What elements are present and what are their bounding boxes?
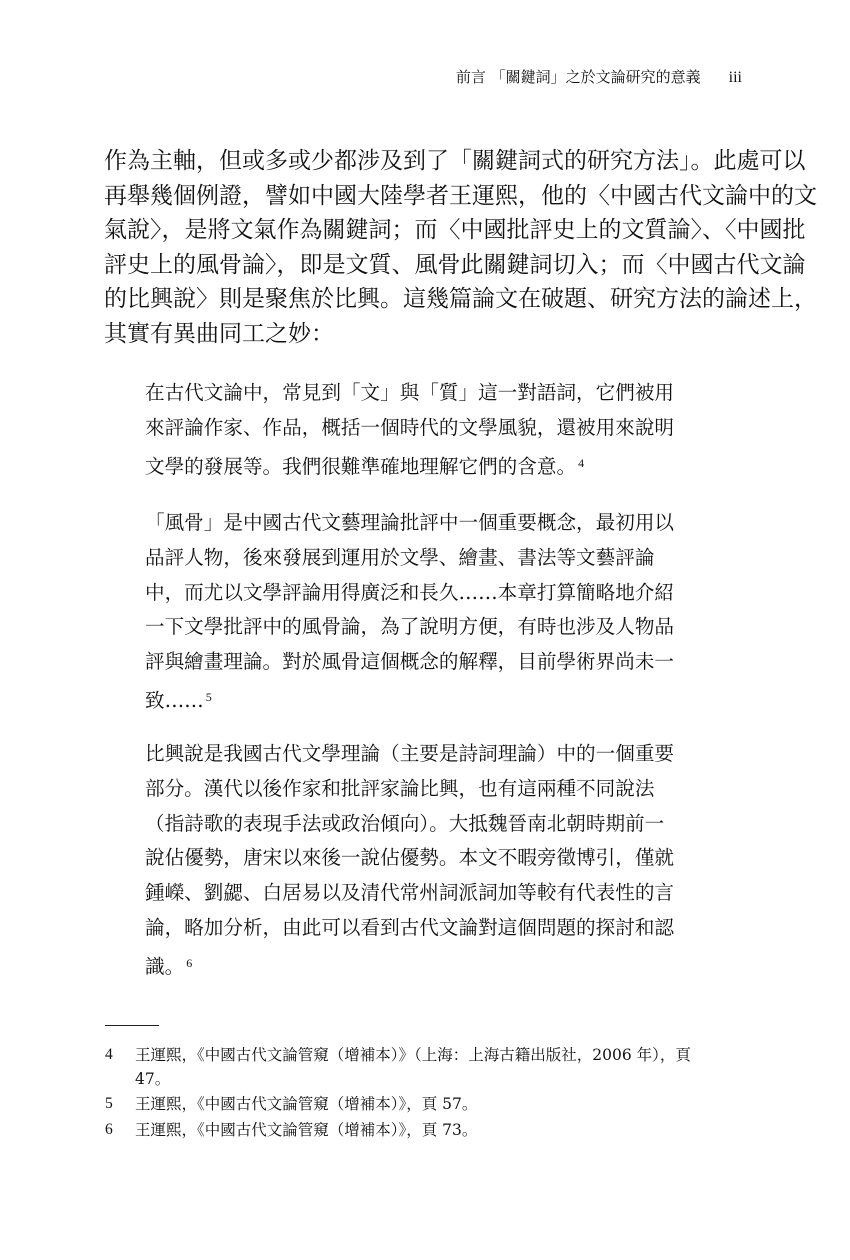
quote-line: 在古代文論中，常見到「文」與「質」這一對語詞，它們被用: [145, 381, 675, 404]
footnote-number: 6: [105, 1121, 113, 1138]
quote-line: 論，略加分析，由此可以看到古代文論對這個問題的探討和認: [145, 915, 675, 939]
quote-line: 識。 $^6$: [145, 954, 193, 978]
quote-line: 文學的發展等。我們很難準確地理解它們的含意。 $^4$: [145, 454, 585, 478]
quote-line: 一下文學批評中的風骨論，為了說明方便，有時也涉及人物品: [145, 615, 675, 639]
page-number: iii: [728, 69, 742, 86]
footnote-number: 4: [105, 1046, 113, 1063]
footnote-text: 王運熙，《中國古代文論管窺（增補本）》，頁 73。: [135, 1121, 478, 1139]
quote-line: 致…… $^5$: [145, 688, 212, 712]
quote-line: 評與繪畫理論。對於風骨這個概念的解釋，目前學術界尚未一: [145, 650, 675, 674]
quote-line: 品評人物，後來發展到運用於文學、繪畫、書法等文藝評論: [145, 545, 655, 569]
footnote-4: [105, 1043, 691, 1091]
body-line: 再舉幾個例證，譬如中國大陸學者王運熙，他的〈中國古代文論中的文: [104, 182, 817, 209]
quote-line: 中，而尤以文學評論用得廣泛和長久……本章打算簡略地介紹: [145, 580, 675, 604]
footnote-5: [105, 1092, 477, 1116]
footnote-6: [105, 1118, 477, 1142]
footnote-divider: [105, 1025, 159, 1026]
footnote-text-continued: 47。: [135, 1070, 171, 1088]
footnote-text: 王運熙，《中國古代文論管窺（增補本）》（上海：上海古籍出版社，2006 年），頁: [135, 1046, 691, 1064]
block-quote-wen-zhi: [145, 376, 715, 484]
body-line: 評史上的風骨論〉，即是文質、風骨此關鍵詞切入；而〈中國古代文論: [104, 251, 806, 278]
body-paragraph: [104, 144, 817, 352]
running-header: [0, 66, 742, 87]
running-title: 前言 「關鍵詞」之於文論研究的意義: [455, 68, 701, 86]
block-quote-feng-gu: [145, 506, 715, 719]
footnote-ref[interactable]: 5: [205, 689, 212, 704]
quote-line: 來評論作家、作品，概括一個時代的文學風貌，還被用來說明: [145, 415, 675, 439]
quote-line: （指詩歌的表現手法或政治傾向）。大抵魏晉南北朝時期前一: [145, 811, 665, 835]
footnote-number: 5: [105, 1095, 113, 1112]
footnote-ref[interactable]: 6: [186, 955, 193, 970]
footnote-text: 王運熙，《中國古代文論管窺（增補本）》，頁 57。: [135, 1095, 478, 1113]
quote-line: 部分。漢代以後作家和批評家論比興，也有這兩種不同說法: [145, 776, 655, 800]
quote-line: 「風骨」是中國古代文藝理論批評中一個重要概念，最初用以: [145, 511, 675, 534]
body-line: 其實有異曲同工之妙：: [104, 320, 334, 347]
quote-line: 鍾嶸、劉勰、白居易以及清代常州詞派詞加等較有代表性的言: [145, 881, 675, 905]
body-line: 氣說〉，是將文氣作為關鍵詞；而〈中國批評史上的文質論〉、〈中國批: [104, 217, 806, 244]
body-line: 的比興說〉則是聚焦於比興。這幾篇論文在破題、研究方法的論述上，: [104, 286, 817, 313]
footnote-ref[interactable]: 4: [578, 455, 585, 470]
quote-line: 說佔優勢，唐宋以來後一說佔優勢。本文不暇旁徵博引，僅就: [145, 846, 675, 870]
body-line: 作為主軸，但或多或少都涉及到了「關鍵詞式的研究方法」。此處可以: [104, 148, 806, 174]
quote-line: 比興說是我國古代文學理論（主要是詩詞理論）中的一個重要: [145, 742, 675, 765]
block-quote-bi-xing: [145, 737, 715, 985]
